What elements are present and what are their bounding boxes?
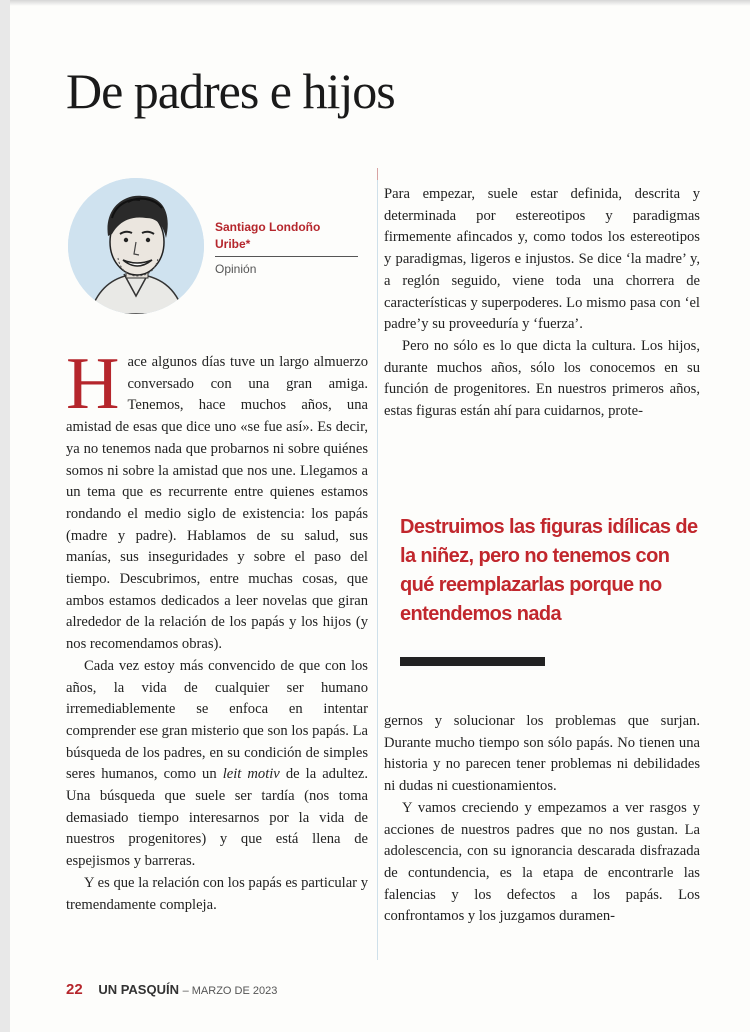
author-portrait-illustration [68, 178, 204, 314]
author-name: Santiago Londoño Uribe* [215, 219, 358, 257]
column-divider [377, 180, 378, 960]
paragraph [66, 343, 368, 656]
page-top-shadow [10, 0, 750, 6]
paragraph-text: de la adultez. Una búsqueda que suele ser tardía (nos toma demasiado tiempo interesarnos por la vida de nuestros progenitores) y que está llena de espejismos y barreras. [66, 766, 368, 870]
right-column-bottom [384, 711, 700, 928]
right-column-top [384, 184, 700, 423]
left-column [66, 343, 368, 916]
magazine-page [10, 0, 750, 1032]
paragraph: Para empezar, suele estar definida, descrita y determinada por estereotipos y paradigmas firmemente afincados y, como todos los estereotipos y paradigmas, ligeros e injustos. Se dice ‘la madre’ y, a reglón seguido, viene toda una chorrera de características y superpoderes. Lo mismo pasa con ‘el padre’y su proveeduría y ‘fuerza’. [384, 186, 700, 333]
issue-date: – MARZO DE 2023 [182, 985, 278, 997]
section-label: Opinión [215, 262, 257, 276]
paragraph: Y vamos creciendo y empezamos a ver rasgos y acciones de nuestros padres que no nos gustan. La adolescencia, con su ignorancia descarada disfrazada de contundencia, es la etapa de encontrarle las falencias y los defectos a los papás. Los confrontamos y los juzgamos duramen- [384, 799, 700, 925]
author-avatar [68, 178, 204, 314]
page-footer [66, 981, 277, 998]
paragraph: Y es que la relación con los papás es particular y tremendamente compleja. [66, 874, 368, 913]
paragraph-text: Cada vez estoy más convencido de que con los años, la vida de cualquier ser humano irremediablemente se enfoca en intentar comprender ese gran misterio que son los papás. La búsqueda de los padres, en su condición de simples seres humanos, como un [66, 657, 368, 783]
pull-quote: Destruimos las figuras idílicas de la niñez, pero no tenemos con qué reemplazarlas porque no entendemos nada [400, 516, 698, 625]
byline [215, 219, 358, 276]
publication-name: UN PASQUÍN [98, 982, 179, 997]
pull-quote-bar [400, 657, 545, 666]
article-title: De padres e hijos [66, 63, 395, 119]
paragraph: Pero no sólo es lo que dicta la cultura. Los hijos, durante muchos años, sólo los conocemos en su función de progenitores. En nuestros primeros años, estas figuras están ahí para cuidarnos, prote- [384, 337, 700, 420]
drop-cap: H [66, 343, 120, 425]
paragraph [66, 656, 368, 873]
page-number: 22 [66, 981, 83, 998]
paragraph-text: ace algunos días tuve un largo almuerzo conversado con una gran amiga. Tenemos, hace muchos años, una amistad de esas que dice uno «se fue así». Es decir, ya no tenemos nada que probarnos ni sobre quiénes somos ni sobre la amistad que nos une. Llegamos a un tema que es recurrente entre quienes estamos rondando el medio siglo de existencia: los papás (madre y padre). Hablamos de su salud, sus manías, sus inseguridades y sobre el paso del tiempo. Descubrimos, entre muchas cosas, que ambos estamos dedicados a leer novelas que giran alrededor de la relación de los papás y los hijos (y nos recomendamos obras). [66, 354, 368, 653]
emphasis-text: leit motiv [222, 766, 280, 783]
paragraph: gernos y solucionar los problemas que surjan. Durante mucho tiempo son sólo papás. No tienen una historia y no parecen tener problemas ni debilidades ni dudas ni cuestionamientos. [384, 713, 700, 795]
